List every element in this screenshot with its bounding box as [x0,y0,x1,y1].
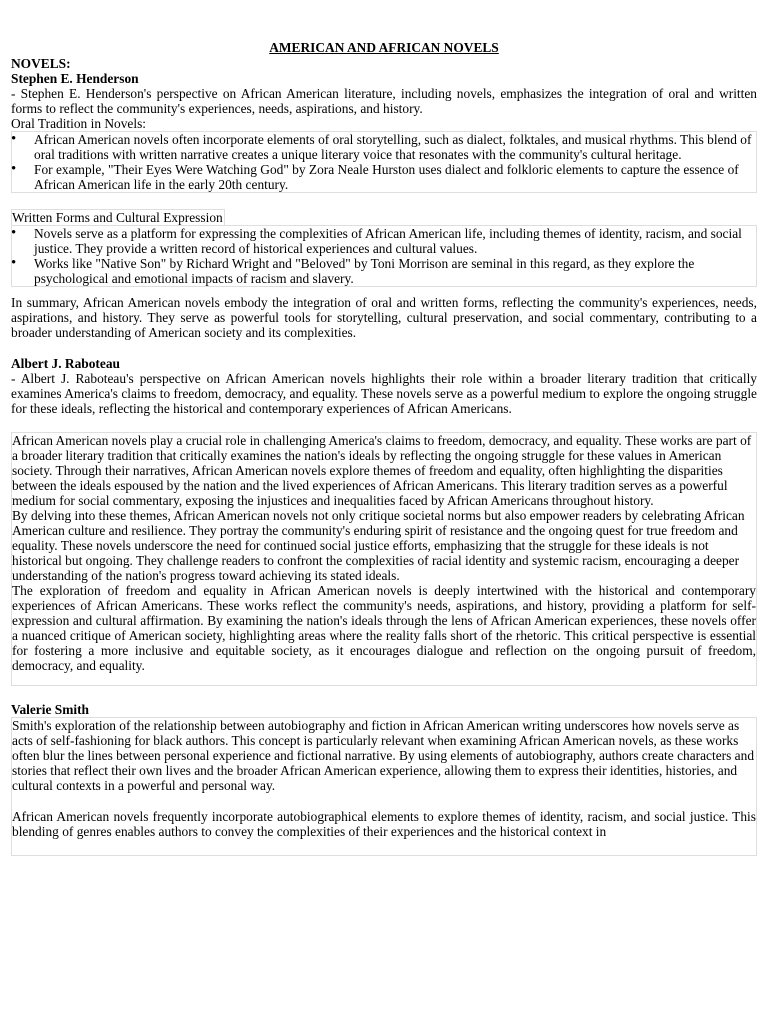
list-item-text: African American novels often incorporate elements of oral storytelling, such as dialect, folktales, and musical rhythms. This blend of oral traditions with written narrative creates a unique literary voice that resonates with the community's cultural heritage. [34,132,752,162]
list-item-text: Novels serve as a platform for expressing the complexities of African American life, including themes of identity, racism, and social justice. They provide a written record of historical experiences and cultural values. [34,226,742,256]
list-item-text: Works like "Native Son" by Richard Wright and "Beloved" by Toni Morrison are seminal in this regard, as they explore the psychological and emotional impacts of racism and slavery. [34,256,695,286]
written-forms-list [11,225,757,287]
henderson-heading: Stephen E. Henderson [11,71,139,86]
henderson-summary: In summary, African American novels embody the integration of oral and written forms, reflecting the community's experiences, needs, aspirations, and history. They serve as powerful tools for storytelling, cultural preservation, and social commentary, contributing to a broader understanding of American society and its complexities. [11,295,757,340]
bullet-icon: • [11,161,17,177]
list-item-text: For example, "Their Eyes Were Watching God" by Zora Neale Hurston uses dialect and folkloric elements to capture the essence of African American life in the early 20th century. [34,162,739,192]
raboteau-paragraph: By delving into these themes, African American novels not only critique societal norms but also empower readers by celebrating African American culture and resilience. They portray the community's enduring spirit of resistance and the ongoing quest for true freedom and equality. These novels underscore the need for continued social justice efforts, emphasizing that the struggle for these ideals is not historical but ongoing. They challenge readers to confront the complexities of racial identity and systemic racism, encouraging a deeper understanding of the nation's progress toward achieving its stated ideals. [12,508,745,583]
smith-paragraph: African American novels frequently incorporate autobiographical elements to explore themes of identity, racism, and social justice. This blending of genres enables authors to convey the complexities of their experiences and the historical context in [12,809,756,839]
list-item [12,226,756,256]
spacer [11,193,757,209]
raboteau-text-box [11,432,757,686]
bullet-icon: • [11,225,17,241]
smith-heading: Valerie Smith [11,702,89,717]
list-item [12,256,756,286]
spacer [12,793,756,809]
oral-tradition-list [11,131,757,193]
list-item [12,162,756,192]
list-item [12,132,756,162]
raboteau-paragraph: African American novels play a crucial role in challenging America's claims to freedom, democracy, and equality. These works are part of a broader literary tradition that critically examines the nation's ideals by reflecting the ongoing struggle for these values in American society. Through their narratives, African American novels explore themes of freedom and equality, often highlighting the disparities between the ideals espoused by the nation and the lived experiences of African Americans. This literary tradition serves as a powerful medium for social commentary, exposing the injustices and inequalities faced by African Americans throughout history. [12,433,752,508]
raboteau-paragraph: The exploration of freedom and equality in African American novels is deeply intertwined with the historical and contemporary experiences of African Americans. These works reflect the community's needs, aspirations, and history, providing a platform for self-expression and cultural affirmation. By examining the nation's ideals through the lens of African American experiences, these novels offer a nuanced critique of American society, highlighting areas where the reality falls short of the rhetoric. This critical perspective is essential for fostering a more inclusive and equitable society, as it encourages dialogue and reflection on the ongoing pursuit of freedom, democracy, and equality. [12,583,756,673]
spacer [11,686,757,702]
spacer [11,287,757,295]
document-page [11,0,757,856]
henderson-intro: - Stephen E. Henderson's perspective on African American literature, including novels, emphasizes the integration of oral and written forms to reflect the community's experiences, needs, aspirations, and history. [11,86,757,116]
raboteau-intro: - Albert J. Raboteau's perspective on African American novels highlights their role within a broader literary tradition that critically examines America's claims to freedom, democracy, and equality. These novels serve as a powerful medium to explore the ongoing struggle for these ideals, reflecting the historical and contemporary experiences of African Americans. [11,371,757,416]
oral-tradition-heading: Oral Tradition in Novels: [11,116,147,131]
bullet-icon: • [11,131,17,147]
novels-label: NOVELS: [11,56,71,71]
spacer [11,340,757,356]
spacer [11,416,757,432]
raboteau-heading: Albert J. Raboteau [11,356,120,371]
page-title: AMERICAN AND AFRICAN NOVELS [269,40,499,55]
written-forms-heading: Written Forms and Cultural Expression [12,210,223,225]
smith-paragraph: Smith's exploration of the relationship between autobiography and fiction in African American writing underscores how novels serve as acts of self-fashioning for black authors. This concept is particularly relevant when examining African American novels, as these works often blur the lines between personal experience and fictional narrative. By using elements of autobiography, authors create characters and stories that reflect their own lives and the broader African American experience, allowing them to express their identities, histories, and cultural contexts in a powerful and personal way. [12,718,755,793]
bullet-icon: • [11,255,17,271]
smith-text-box [11,717,757,856]
